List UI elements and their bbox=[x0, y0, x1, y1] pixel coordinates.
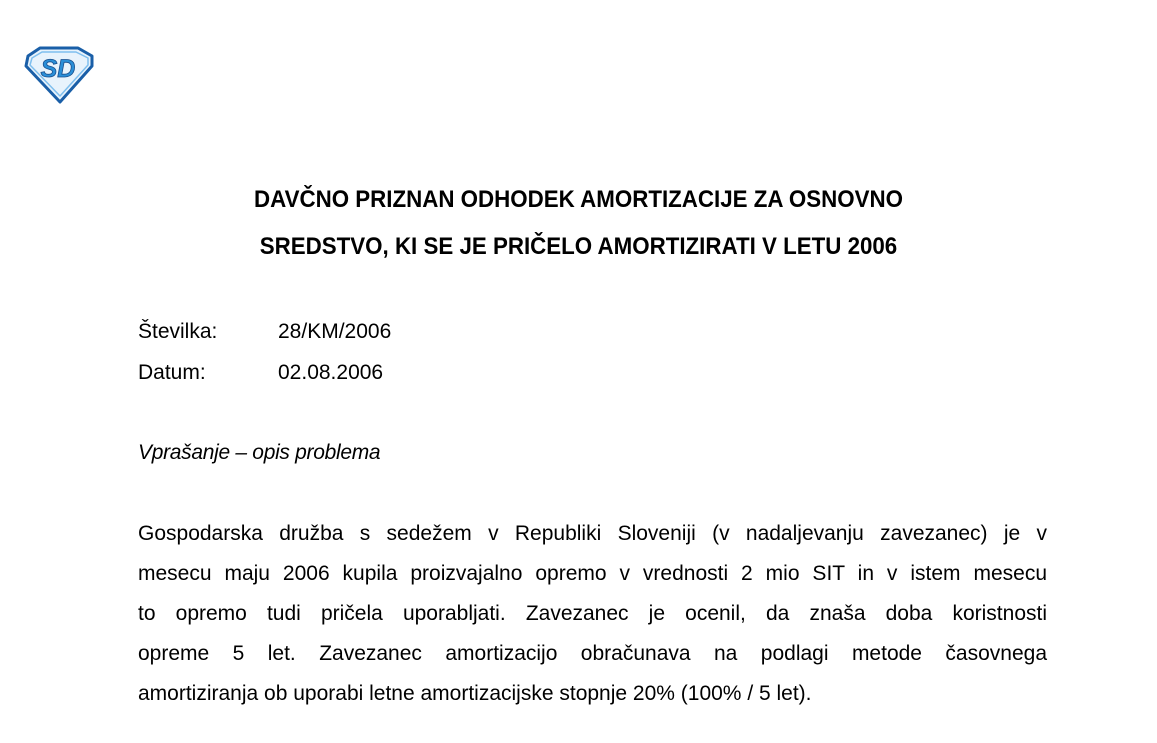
company-logo bbox=[22, 46, 96, 104]
date-value: 02.08.2006 bbox=[278, 361, 384, 384]
paragraph-line: amortiziranja ob uporabi letne amortizacijske stopnje 20% (100% / 5 let). bbox=[138, 682, 812, 705]
number-label: Številka: bbox=[138, 320, 218, 343]
logo-lettering: SD bbox=[40, 55, 76, 83]
paragraph-line: mesecu maju 2006 kupila proizvajalno opremo v vrednosti 2 mio SIT in v istem mesecu bbox=[138, 562, 1047, 585]
paragraph-line: opreme 5 let. Zavezanec amortizacijo obračunava na podlagi metode časovnega bbox=[138, 642, 1047, 665]
date-row bbox=[138, 361, 383, 385]
number-value: 28/KM/2006 bbox=[278, 320, 392, 343]
section-heading: Vprašanje – opis problema bbox=[138, 441, 381, 464]
paragraph-line: Gospodarska družba s sedežem v Republiki Sloveniji (v nadaljevanju zavezanec) je v bbox=[138, 522, 1047, 545]
number-row bbox=[138, 320, 391, 344]
document-title-line-2: SREDSTVO, KI SE JE PRIČELO AMORTIZIRATI V LETU 2006 bbox=[259, 233, 898, 260]
document-title-line-1: DAVČNO PRIZNAN ODHODEK AMORTIZACIJE ZA OSNOVNO bbox=[254, 186, 903, 213]
date-label: Datum: bbox=[138, 361, 206, 384]
paragraph-line: to opremo tudi pričela uporabljati. Zavezanec je ocenil, da znaša doba koristnosti bbox=[138, 602, 1047, 625]
shield-logo-icon bbox=[22, 46, 96, 104]
